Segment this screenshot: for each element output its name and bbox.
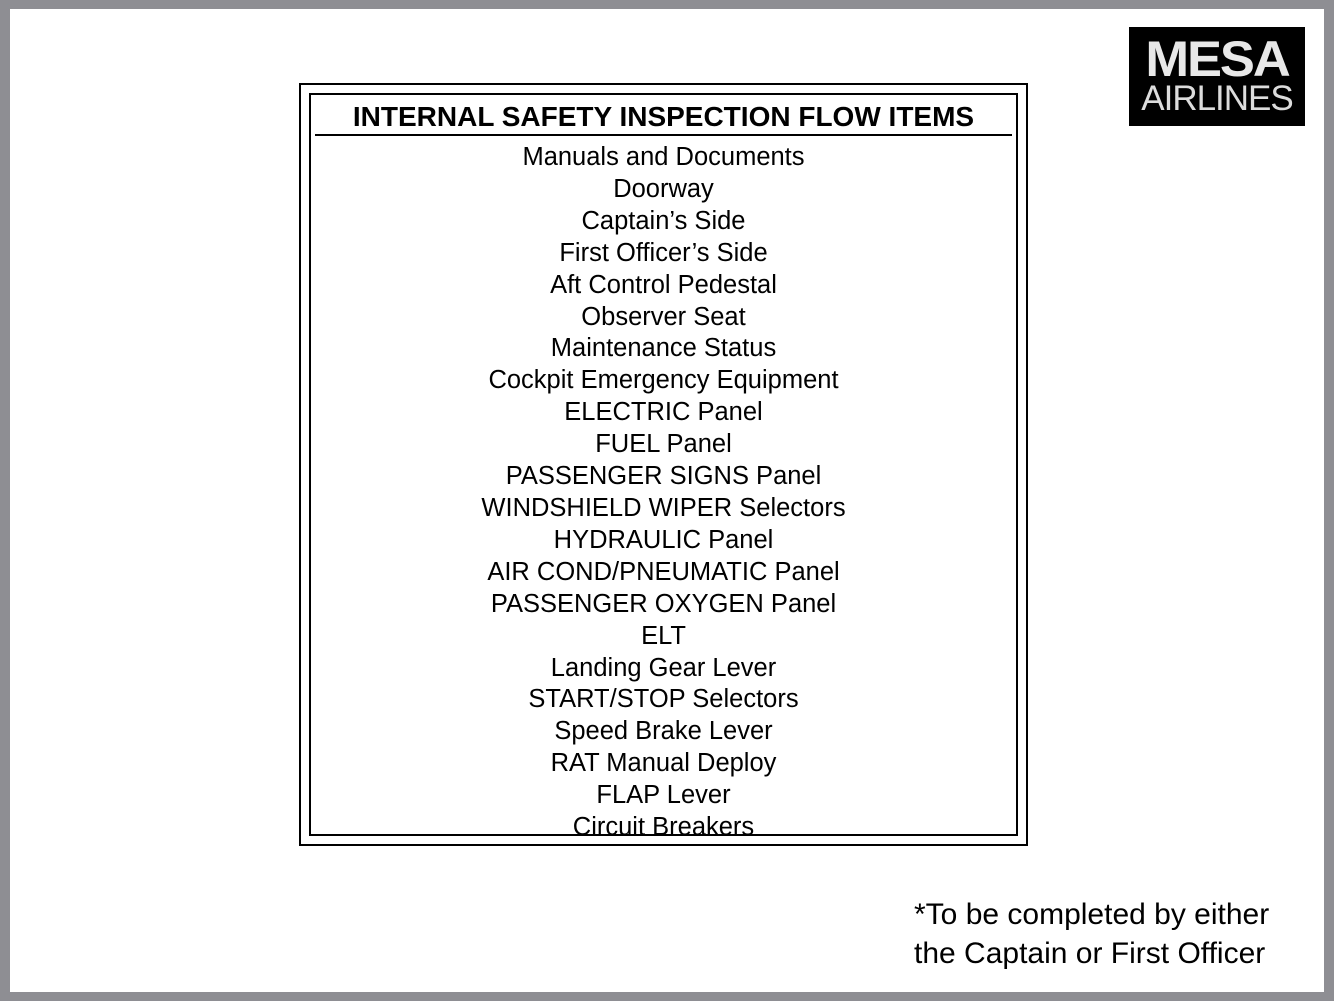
footnote-line-2: the Captain or First Officer bbox=[914, 937, 1266, 970]
flow-items-panel-inner bbox=[309, 93, 1018, 842]
logo-wordmark-bottom: AIRLINES bbox=[1141, 79, 1293, 118]
list-item: Maintenance Status bbox=[550, 334, 777, 363]
list-item: FLAP Lever bbox=[596, 781, 731, 810]
list-item: Circuit Breakers bbox=[572, 813, 755, 842]
list-item: AIR COND/PNEUMATIC Panel bbox=[487, 557, 840, 586]
flow-items-panel bbox=[299, 83, 1028, 846]
footnote bbox=[914, 895, 1314, 973]
list-item: PASSENGER SIGNS Panel bbox=[505, 462, 822, 491]
list-item: Observer Seat bbox=[581, 302, 746, 331]
list-item: Landing Gear Lever bbox=[550, 653, 777, 682]
list-item: START/STOP Selectors bbox=[528, 685, 799, 714]
panel-heading: INTERNAL SAFETY INSPECTION FLOW ITEMS bbox=[315, 101, 1012, 136]
logo-wordmark-top: MESA bbox=[1145, 31, 1289, 87]
footnote-line-1: *To be completed by either bbox=[914, 898, 1270, 931]
flow-items-list bbox=[311, 142, 1016, 844]
list-item: Cockpit Emergency Equipment bbox=[488, 366, 839, 395]
list-item: Captain’s Side bbox=[581, 206, 746, 235]
list-item: Aft Control Pedestal bbox=[550, 270, 777, 299]
list-item: Manuals and Documents bbox=[522, 143, 805, 171]
list-item: First Officer’s Side bbox=[559, 238, 768, 267]
mesa-airlines-logo bbox=[1129, 27, 1305, 126]
list-item: HYDRAULIC Panel bbox=[553, 525, 774, 554]
list-item: FUEL Panel bbox=[595, 430, 732, 459]
list-item: ELECTRIC Panel bbox=[564, 398, 763, 427]
list-item: Speed Brake Lever bbox=[554, 717, 773, 746]
list-item: PASSENGER OXYGEN Panel bbox=[490, 589, 837, 618]
slide-page bbox=[10, 9, 1324, 992]
list-item: RAT Manual Deploy bbox=[550, 749, 777, 778]
list-item: ELT bbox=[641, 621, 686, 650]
list-item: Doorway bbox=[613, 174, 714, 203]
list-item: WINDSHIELD WIPER Selectors bbox=[481, 493, 846, 522]
